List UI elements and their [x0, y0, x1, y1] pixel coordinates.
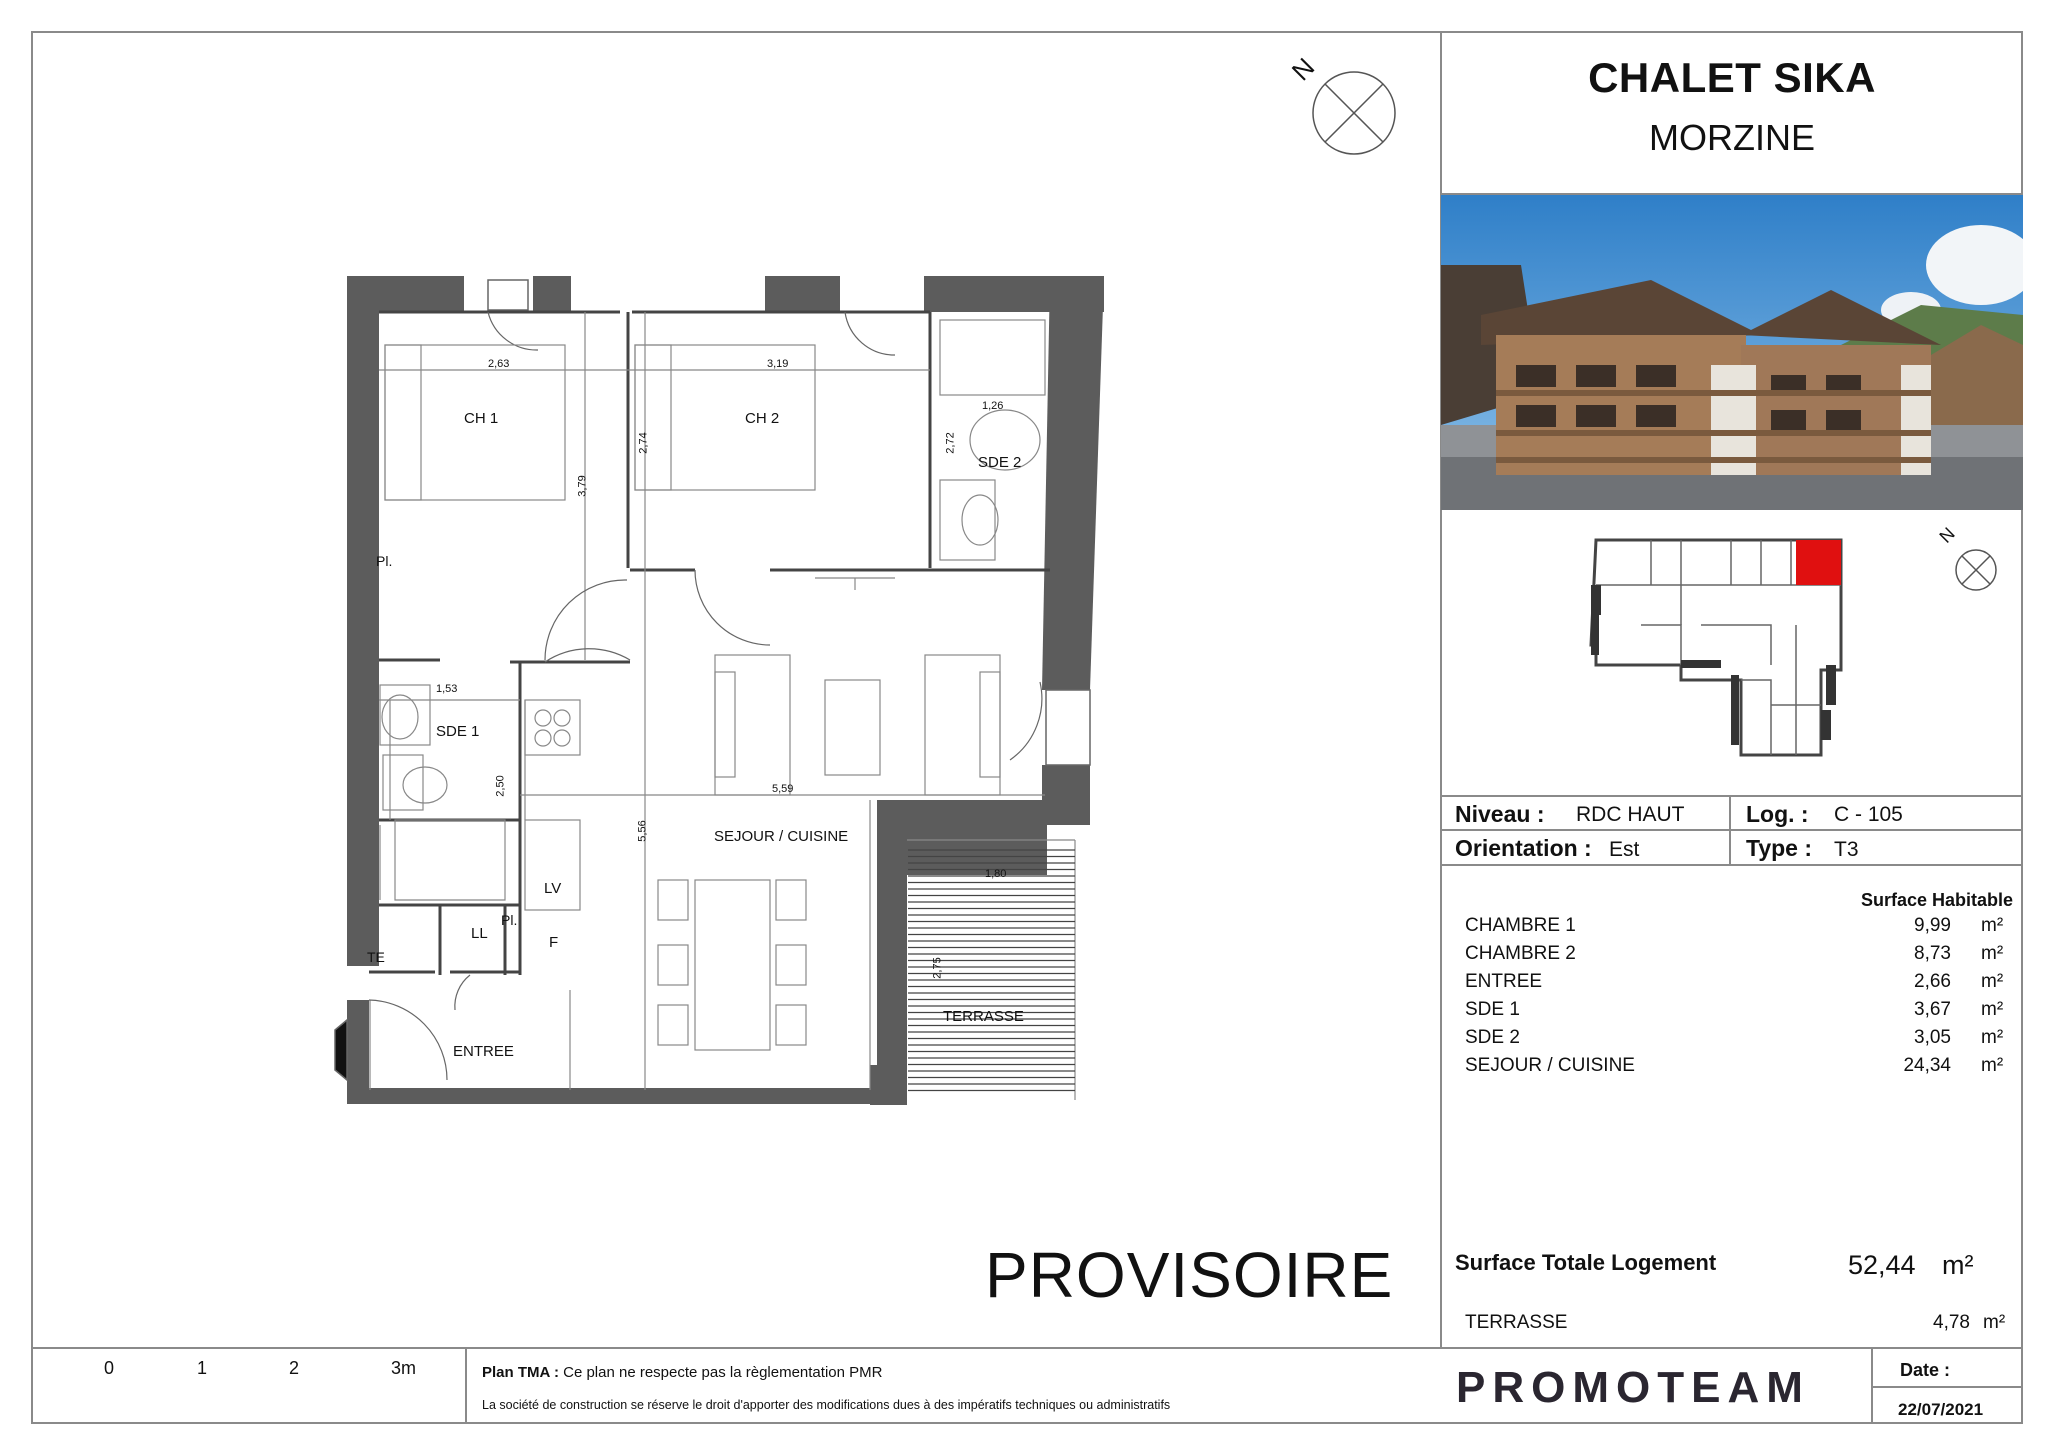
plan-disclaimer: La société de construction se réserve le droit d'apporter des modifications dues à des impératifs techniques ou administratifs [482, 1398, 1171, 1412]
building-rendering-image [1441, 195, 2023, 510]
room-sde2: SDE 2 [978, 454, 1022, 471]
info-top-line [1441, 795, 2023, 797]
surface-row: ENTREE 2,66 m² [1465, 971, 2004, 992]
scale-label: 2 [289, 1358, 300, 1378]
info-bottom-line [1441, 864, 2023, 866]
type-value: T3 [1834, 838, 1859, 861]
surface-row: SEJOUR / CUISINE 24,34 m² [1465, 1055, 2004, 1076]
terrasse-unit: m² [1983, 1312, 2006, 1333]
niveau-label: Niveau : [1455, 801, 1545, 827]
room-terrasse: TERRASSE [943, 1008, 1024, 1025]
building-rendering [1441, 195, 2023, 510]
surface-row: SDE 1 3,67 m² [1465, 999, 2004, 1020]
room-entree: ENTREE [453, 1043, 514, 1060]
orientation-label: Orientation : [1455, 835, 1592, 861]
project-name: CHALET SIKA [1588, 54, 1876, 101]
plan-note: Plan TMA : Ce plan ne respecte pas la règlementation PMR [482, 1364, 883, 1381]
keyplan-north-label: N [1935, 523, 1959, 547]
info-col-divider [1729, 795, 1731, 864]
surface-row: SDE 2 3,05 m² [1465, 1027, 2004, 1048]
terrasse-value: 4,78 [1933, 1312, 1970, 1333]
dimension-label: 2,74 [637, 432, 650, 454]
scale-label: 0 [104, 1358, 115, 1378]
dimension-label: 1,80 [985, 868, 1007, 880]
scale-label: 3m [391, 1358, 417, 1378]
dimension-label: 5,59 [772, 783, 794, 795]
surface-row: CHAMBRE 2 8,73 m² [1465, 943, 2004, 964]
dimension-label: 1,26 [982, 400, 1004, 412]
dimension-label: 2,72 [944, 432, 957, 454]
orientation-value: Est [1609, 838, 1640, 861]
project-city: MORZINE [1649, 117, 1815, 158]
dimension-label: 5,56 [636, 820, 649, 842]
log-label: Log. : [1746, 801, 1809, 827]
total-surface-value: 52,44 [1848, 1250, 1916, 1280]
surface-habitable-header: Surface Habitable [1860, 890, 2013, 910]
terrasse-label: TERRASSE [1465, 1312, 1568, 1333]
promoteam-logo: PROMOTEAM [1456, 1363, 1810, 1412]
dimension-label: 3,79 [576, 475, 589, 497]
north-label: N [1285, 51, 1321, 87]
room-placard-2: Pl. [501, 912, 518, 928]
date-divider [1871, 1386, 2023, 1388]
date-label: Date : [1900, 1360, 1951, 1380]
total-surface-label: Surface Totale Logement [1455, 1250, 1717, 1275]
total-surface-unit: m² [1942, 1250, 1974, 1280]
room-ch1: CH 1 [464, 410, 499, 427]
room-ch2: CH 2 [745, 410, 780, 427]
dimension-label: 1,53 [436, 683, 458, 695]
key-plan [1441, 515, 2023, 790]
dimension-label: 2,50 [494, 775, 507, 797]
footer-divider-1 [465, 1347, 467, 1424]
log-value: C - 105 [1834, 803, 1903, 826]
room-f: F [549, 934, 559, 951]
niveau-value: RDC HAUT [1576, 803, 1685, 826]
provisional-stamp: PROVISOIRE [985, 1239, 1394, 1311]
room-sejour: SEJOUR / CUISINE [714, 828, 849, 845]
room-lv: LV [544, 880, 562, 897]
surface-row: CHAMBRE 1 9,99 m² [1465, 915, 2004, 936]
unit-highlight [1796, 540, 1841, 585]
room-ll: LL [471, 925, 488, 942]
scale-label: 1 [197, 1358, 208, 1378]
room-sde1: SDE 1 [436, 723, 480, 740]
info-mid-line [1441, 829, 2023, 831]
room-te: TE [367, 949, 385, 965]
compass [1313, 72, 1395, 154]
room-placard-1: Pl. [376, 553, 393, 569]
dimension-label: 3,19 [767, 358, 789, 370]
dimension-label: 2,75 [931, 957, 944, 979]
footer-line [31, 1347, 2023, 1349]
dimension-label: 2,63 [488, 358, 510, 370]
date-value: 22/07/2021 [1898, 1400, 1984, 1419]
type-label: Type : [1746, 835, 1813, 861]
